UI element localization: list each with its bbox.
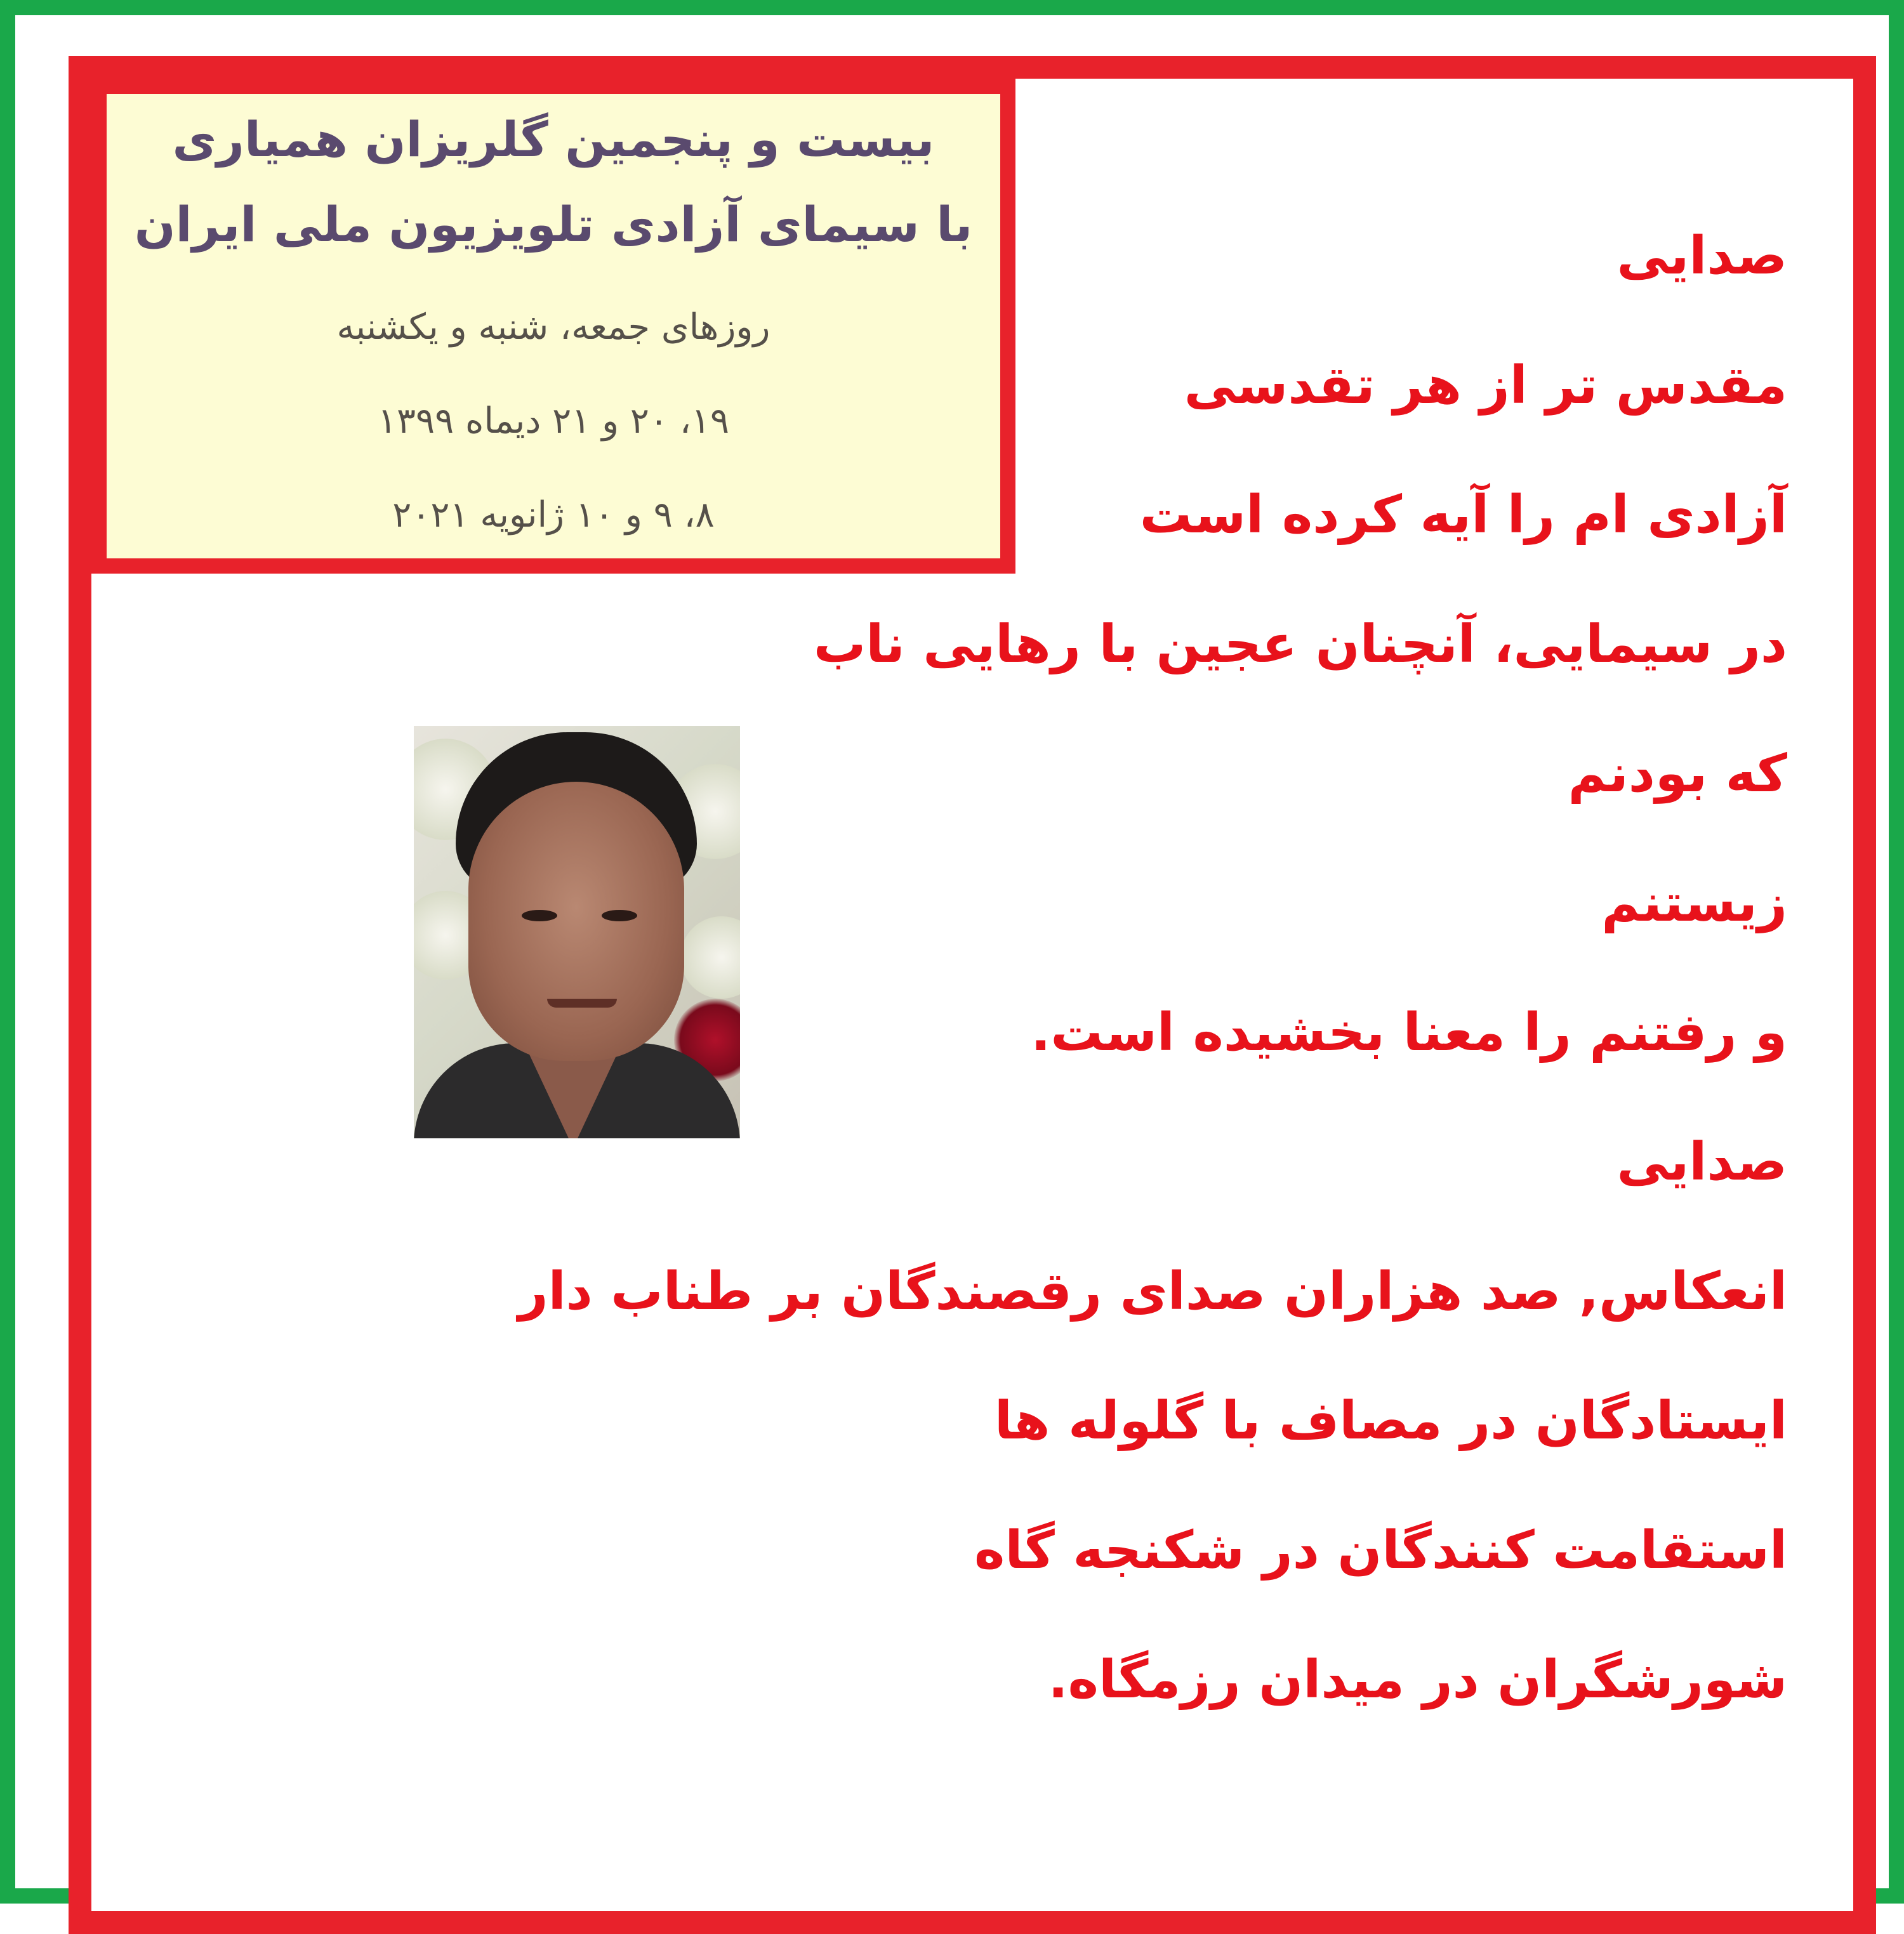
poem-line: صدایی	[1616, 1132, 1787, 1192]
poem-line: و رفتنم را معنا بخشیده است.	[1031, 1003, 1787, 1063]
poem	[518, 218, 1787, 1772]
banner-dates-gregorian: ۸، ۹ و ۱۰ ژانویه ۲۰۲۱	[392, 494, 715, 536]
poem-line: ایستادگان در مصاف با گلوله ها	[994, 1391, 1787, 1451]
poem-line: زیستنم	[1601, 873, 1787, 933]
poem-line: در سیمایی، آنچنان عجین با رهایی ناب	[813, 614, 1787, 674]
poem-line: استقامت کنندگان در شکنجه گاه	[974, 1520, 1787, 1581]
poem-line: آزادی ام را آیه کرده است	[1139, 485, 1787, 545]
poem-line: انعکاس, صد هزاران صدای رقصندگان بر طناب دار	[518, 1261, 1787, 1322]
poem-line: صدایی	[1616, 226, 1787, 286]
banner-days: روزهای جمعه، شنبه و یکشنبه	[336, 306, 770, 348]
banner-title-line2: با سیمای آزادی تلویزیون ملی ایران	[134, 196, 973, 253]
poem-line: شورشگران در میدان رزمگاه.	[1048, 1650, 1787, 1710]
banner-title-line1: بیست و پنجمین گلریزان همیاری	[172, 111, 935, 168]
banner-dates-persian: ۱۹، ۲۰ و ۲۱ دیماه ۱۳۹۹	[377, 400, 730, 442]
poem-line: که بودنم	[1568, 744, 1787, 804]
poem-line: مقدس تر از هر تقدسی	[1184, 355, 1787, 416]
